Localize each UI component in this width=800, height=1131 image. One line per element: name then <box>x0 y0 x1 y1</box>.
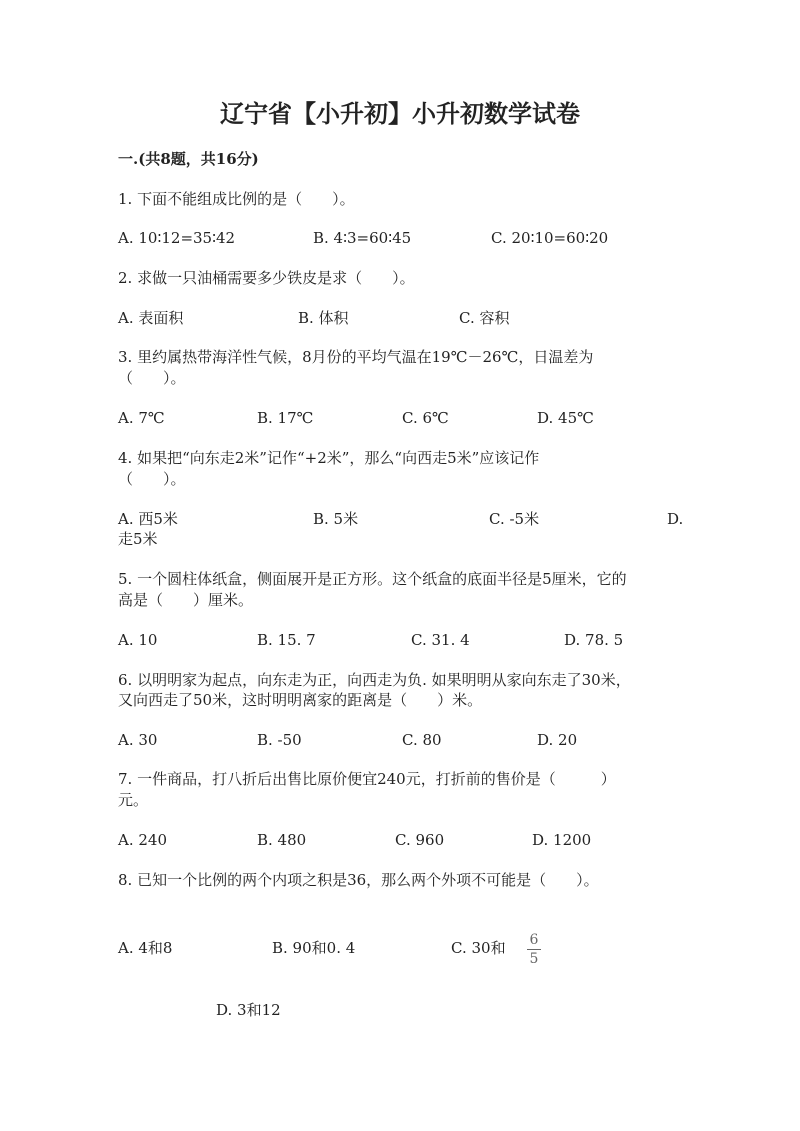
question-5-option-c: C. 31. 4 <box>411 631 470 649</box>
question-2-option-a: A. 表面积 <box>118 309 184 327</box>
question-3-stem-line2: （ ）。 <box>118 369 186 387</box>
fraction-numerator: 6 <box>529 932 539 948</box>
question-6-stem-line1: 6. 以明明家为起点，向东走为正，向西走为负. 如果明明从家向东走了30米， <box>118 671 631 689</box>
fraction-bar <box>527 949 541 950</box>
question-6-stem-line2: 又向西走了50米，这时明明离家的距离是（ ）米。 <box>118 691 483 709</box>
question-4-option-d: D. <box>667 510 684 528</box>
question-4-option-b: B. 5米 <box>313 510 359 528</box>
question-2-option-c: C. 容积 <box>459 309 510 327</box>
question-8-option-a: A. 4和8 <box>118 939 173 957</box>
question-4-option-a: A. 西5米 <box>118 510 178 528</box>
question-3-option-d: D. 45℃ <box>537 409 594 427</box>
question-5-option-a: A. 10 <box>118 631 158 649</box>
question-2-stem: 2. 求做一只油桶需要多少铁皮是求（ ）。 <box>118 269 415 287</box>
question-3-option-a: A. 7℃ <box>118 409 165 427</box>
question-5-option-b: B. 15. 7 <box>257 631 316 649</box>
question-5-stem-line2: 高是（ ）厘米。 <box>118 591 254 609</box>
section-heading: 一.(共8题，共16分) <box>118 150 259 168</box>
question-1-stem: 1. 下面不能组成比例的是（ ）。 <box>118 190 355 208</box>
question-4-stem-line2: （ ）。 <box>118 470 186 488</box>
question-4-option-d-continued: 走5米 <box>118 530 158 548</box>
question-3-option-b: B. 17℃ <box>257 409 314 427</box>
question-7-stem-line1: 7. 一件商品，打八折后出售比原价便宜240元，打折前的售价是（ ） <box>118 770 616 788</box>
question-4-stem-line1: 4. 如果把“向东走2米”记作“+2米”，那么“向西走5米”应该记作 <box>118 449 540 467</box>
question-7-stem-line2: 元。 <box>118 791 149 809</box>
question-8-stem: 8. 已知一个比例的两个内项之积是36，那么两个外项不可能是（ ）。 <box>118 871 599 889</box>
question-6-option-c: C. 80 <box>402 731 442 749</box>
question-3-stem-line1: 3. 里约属热带海洋性气候，8月份的平均气温在19℃－26℃，日温差为 <box>118 348 594 366</box>
question-7-option-d: D. 1200 <box>532 831 592 849</box>
question-3-option-c: C. 6℃ <box>402 409 449 427</box>
question-4-option-c: C. -5米 <box>489 510 540 528</box>
question-6-option-a: A. 30 <box>118 731 158 749</box>
question-8-option-d: D. 3和12 <box>216 1001 281 1019</box>
question-6-option-d: D. 20 <box>537 731 578 749</box>
question-7-option-a: A. 240 <box>118 831 167 849</box>
question-7-option-b: B. 480 <box>257 831 307 849</box>
fraction-denominator: 5 <box>529 951 539 967</box>
question-7-option-c: C. 960 <box>395 831 445 849</box>
question-1-option-b: B. 4∶3=60∶45 <box>313 229 412 247</box>
question-1-option-c: C. 20∶10=60∶20 <box>491 229 609 247</box>
question-8-option-c: C. 30和 <box>451 939 506 957</box>
question-1-option-a: A. 10∶12=35∶42 <box>118 229 236 247</box>
question-5-option-d: D. 78. 5 <box>564 631 624 649</box>
fraction-six-fifths <box>526 932 542 967</box>
question-6-option-b: B. -50 <box>257 731 302 749</box>
page-title: 辽宁省【小升初】小升初数学试卷 <box>220 99 580 128</box>
question-2-option-b: B. 体积 <box>298 309 349 327</box>
question-8-option-b: B. 90和0. 4 <box>272 939 356 957</box>
question-5-stem-line1: 5. 一个圆柱体纸盒，侧面展开是正方形。这个纸盒的底面半径是5厘米，它的 <box>118 570 627 588</box>
